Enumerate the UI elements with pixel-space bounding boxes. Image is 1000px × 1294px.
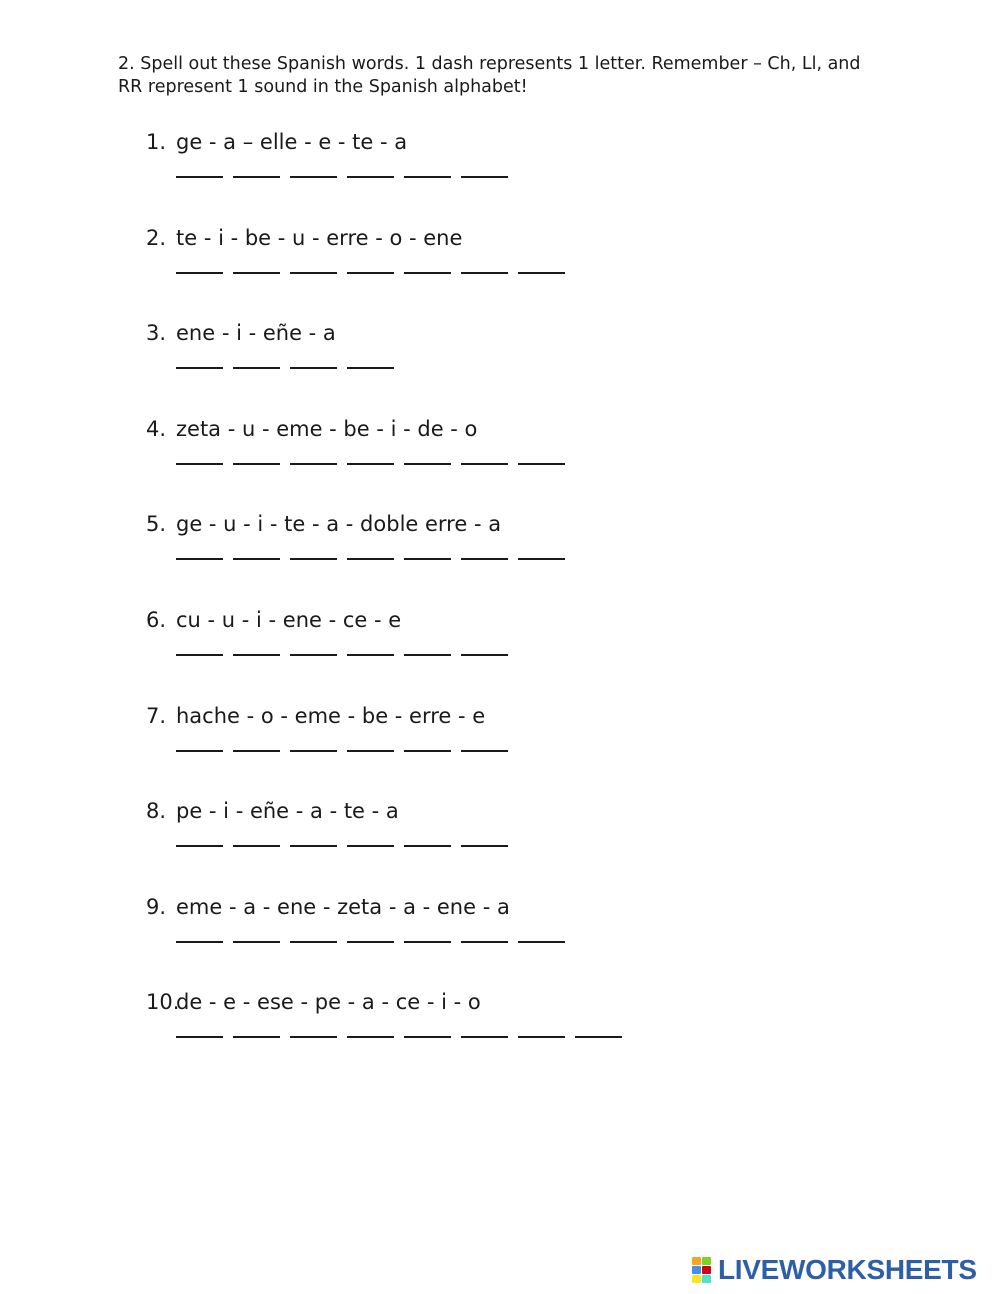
answer-blank[interactable] <box>575 1036 622 1038</box>
answer-blank[interactable] <box>290 1036 337 1038</box>
answer-blank[interactable] <box>518 941 565 943</box>
answer-blank[interactable] <box>461 941 508 943</box>
answer-blank[interactable] <box>233 941 280 943</box>
liveworksheets-logo <box>692 1254 977 1286</box>
answer-blank[interactable] <box>404 845 451 847</box>
answer-blank[interactable] <box>176 845 223 847</box>
exercise-item <box>146 702 485 782</box>
exercise-letters: pe - i - eñe - a - te - a <box>176 799 399 824</box>
answer-blank[interactable] <box>461 176 508 178</box>
exercise-prompt <box>146 319 336 347</box>
answer-blank[interactable] <box>176 1036 223 1038</box>
answer-blank[interactable] <box>233 845 280 847</box>
exercise-prompt <box>146 988 481 1016</box>
exercise-letters: ge - a – elle - e - te - a <box>176 130 408 154</box>
answer-blank[interactable] <box>176 367 223 369</box>
answer-blank[interactable] <box>461 463 508 465</box>
exercise-item <box>146 128 407 208</box>
answer-blank[interactable] <box>347 1036 394 1038</box>
exercise-number: 4. <box>146 416 167 441</box>
answer-blank[interactable] <box>290 941 337 943</box>
answer-blanks <box>176 463 575 465</box>
answer-blanks <box>176 176 518 178</box>
answer-blank[interactable] <box>290 367 337 369</box>
answer-blank[interactable] <box>461 750 508 752</box>
answer-blanks <box>176 750 518 752</box>
answer-blank[interactable] <box>347 941 394 943</box>
answer-blank[interactable] <box>290 750 337 752</box>
exercise-number: 1. <box>146 130 167 154</box>
answer-blank[interactable] <box>176 941 223 943</box>
answer-blank[interactable] <box>290 654 337 656</box>
answer-blank[interactable] <box>518 272 565 274</box>
answer-blanks <box>176 1036 632 1038</box>
answer-blank[interactable] <box>176 272 223 274</box>
exercise-prompt <box>146 893 510 921</box>
answer-blank[interactable] <box>233 1036 280 1038</box>
exercise-number: 3. <box>146 321 167 346</box>
exercise-number: 8. <box>146 799 167 824</box>
exercise-prompt <box>146 224 462 252</box>
exercise-number: 9. <box>146 894 167 919</box>
answer-blank[interactable] <box>176 558 223 560</box>
answer-blank[interactable] <box>233 463 280 465</box>
answer-blank[interactable] <box>233 272 280 274</box>
answer-blank[interactable] <box>347 272 394 274</box>
answer-blank[interactable] <box>290 272 337 274</box>
exercise-item <box>146 415 477 495</box>
answer-blank[interactable] <box>461 558 508 560</box>
exercise-number: 5. <box>146 512 167 537</box>
answer-blank[interactable] <box>461 654 508 656</box>
answer-blank[interactable] <box>233 558 280 560</box>
exercise-letters: de - e - ese - pe - a - ce - i - o <box>176 990 481 1015</box>
exercise-number: 2. <box>146 225 167 250</box>
answer-blank[interactable] <box>404 1036 451 1038</box>
exercise-number: 7. <box>146 703 167 728</box>
exercise-prompt <box>146 415 477 443</box>
answer-blank[interactable] <box>290 845 337 847</box>
answer-blank[interactable] <box>290 558 337 560</box>
answer-blank[interactable] <box>518 1036 565 1038</box>
exercise-letters: eme - a - ene - zeta - a - ene - a <box>176 894 510 919</box>
exercise-item <box>146 797 399 877</box>
exercise-item <box>146 510 501 590</box>
exercise-letters: hache - o - eme - be - erre - e <box>176 703 486 728</box>
instructions-text: 2. Spell out these Spanish words. 1 dash represents 1 letter. Remember – Ch, Ll, and RR represent 1 sound in the Spanish alphabet! <box>118 54 861 97</box>
answer-blank[interactable] <box>176 654 223 656</box>
exercise-letters: zeta - u - eme - be - i - de - o <box>176 416 478 441</box>
exercise-prompt <box>146 797 399 825</box>
exercise-prompt <box>146 510 501 538</box>
logo-text: LIVEWORKSHEETS <box>718 1254 977 1285</box>
answer-blank[interactable] <box>404 558 451 560</box>
answer-blank[interactable] <box>290 176 337 178</box>
answer-blank[interactable] <box>176 463 223 465</box>
exercise-number: 6. <box>146 608 167 632</box>
answer-blank[interactable] <box>347 558 394 560</box>
answer-blank[interactable] <box>347 654 394 656</box>
answer-blank[interactable] <box>176 750 223 752</box>
exercise-number: 10. <box>146 990 180 1015</box>
answer-blank[interactable] <box>347 750 394 752</box>
liveworksheets-logo-icon <box>692 1257 712 1283</box>
exercise-prompt <box>146 702 485 730</box>
answer-blank[interactable] <box>518 463 565 465</box>
answer-blanks <box>176 845 518 847</box>
exercise-letters: cu - u - i - ene - ce - e <box>176 608 402 632</box>
exercise-letters: ge - u - i - te - a - doble erre - a <box>176 512 502 537</box>
answer-blank[interactable] <box>404 654 451 656</box>
answer-blank[interactable] <box>233 176 280 178</box>
exercise-item <box>146 319 336 399</box>
answer-blank[interactable] <box>461 1036 508 1038</box>
exercise-letters: te - i - be - u - erre - o - ene <box>176 225 463 250</box>
exercise-prompt <box>146 606 401 634</box>
answer-blank[interactable] <box>347 176 394 178</box>
exercise-prompt <box>146 128 407 156</box>
answer-blank[interactable] <box>347 463 394 465</box>
answer-blank[interactable] <box>404 176 451 178</box>
answer-blank[interactable] <box>461 845 508 847</box>
answer-blank[interactable] <box>233 654 280 656</box>
answer-blank[interactable] <box>347 845 394 847</box>
answer-blank[interactable] <box>404 272 451 274</box>
answer-blank[interactable] <box>233 367 280 369</box>
exercise-letters: ene - i - eñe - a <box>176 321 336 346</box>
answer-blanks <box>176 654 518 656</box>
answer-blanks <box>176 941 575 943</box>
answer-blank[interactable] <box>404 750 451 752</box>
answer-blank[interactable] <box>404 463 451 465</box>
exercise-item <box>146 988 481 1068</box>
answer-blank[interactable] <box>233 750 280 752</box>
exercise-item <box>146 224 462 304</box>
answer-blank[interactable] <box>461 272 508 274</box>
exercise-item <box>146 893 510 973</box>
answer-blank[interactable] <box>518 558 565 560</box>
answer-blank[interactable] <box>176 176 223 178</box>
answer-blanks <box>176 367 404 369</box>
answer-blanks <box>176 558 575 560</box>
answer-blank[interactable] <box>290 463 337 465</box>
exercise-item <box>146 606 401 686</box>
answer-blank[interactable] <box>404 941 451 943</box>
answer-blanks <box>176 272 575 274</box>
answer-blank[interactable] <box>347 367 394 369</box>
